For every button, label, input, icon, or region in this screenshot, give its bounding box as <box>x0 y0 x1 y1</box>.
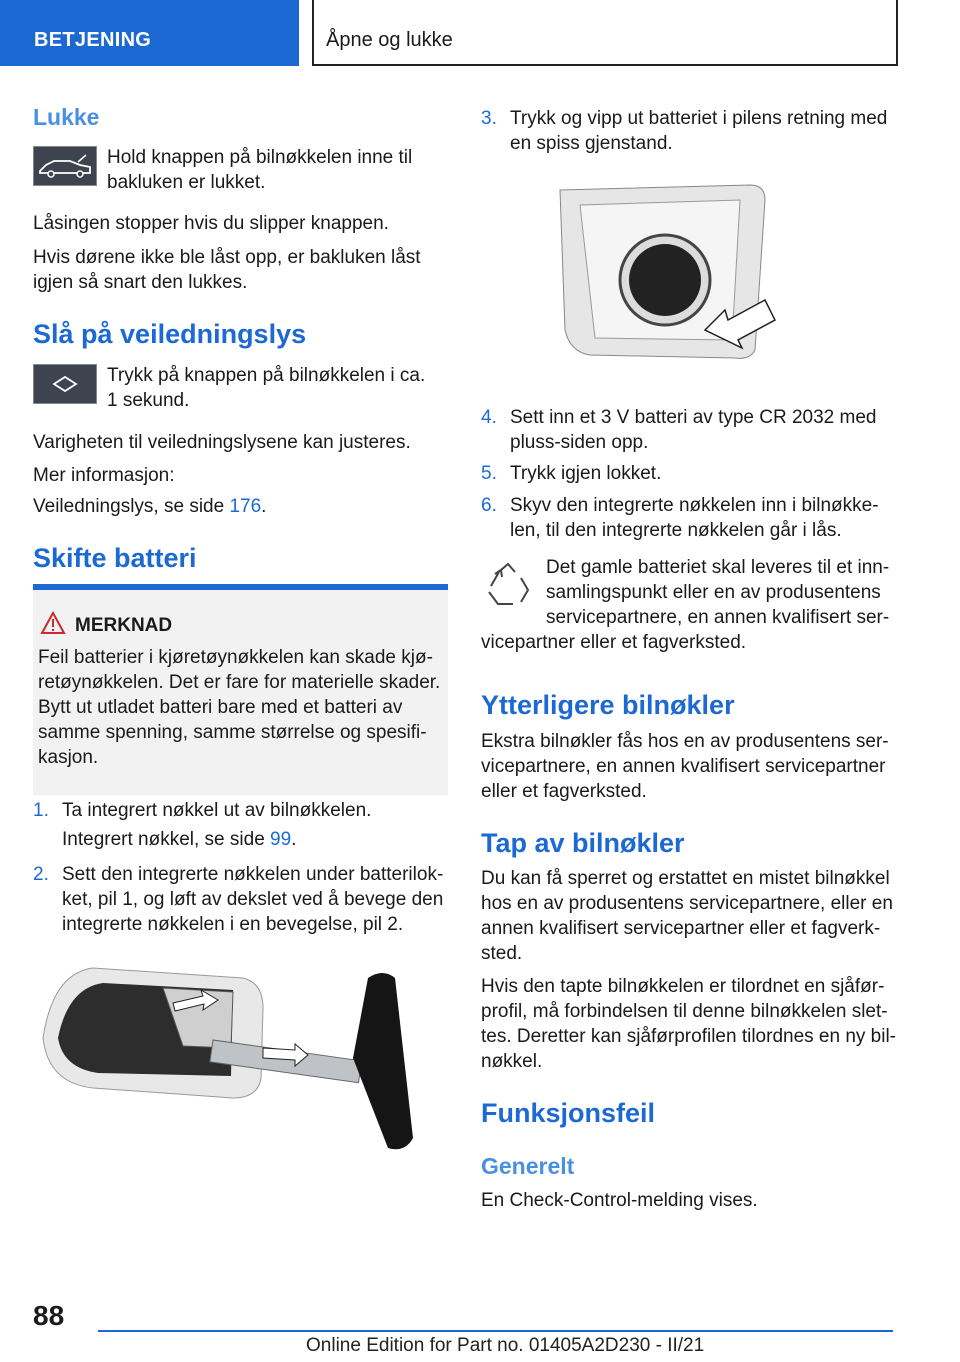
more-line-3: eller et fagverksted. <box>481 781 647 802</box>
recycle-line-3: servicepartnere, en annen kvalifisert ser- <box>546 607 890 628</box>
step-2: 2. Sett den integrerte nøkkelen under batterilok- ket, pil 1, og løft av dekslet ved å bevege den integrerte nøkkelen i en bevegelse, pil 2. <box>33 864 444 935</box>
warning-line-2: retøynøkkelen. Det er fare for materielle skader. <box>38 672 441 693</box>
guide-icon-text-2: 1 sekund. <box>107 390 190 411</box>
lost-line-3: annen kvalifisert servicepartner eller et fagverk- <box>481 918 881 939</box>
step-1: 1. Ta integrert nøkkel ut av bilnøkkelen. <box>33 800 372 821</box>
lost-line-5: Hvis den tapte bilnøkkelen er tilordnet en sjåfør- <box>481 976 885 997</box>
page-number: 88 <box>33 1300 65 1331</box>
edition-text: Online Edition for Part no. 01405A2D230 - II/21 <box>306 1335 705 1356</box>
heading-faults: Funksjonsfeil <box>481 1098 656 1128</box>
lost-line-1: Du kan få sperret og erstattet en mistet bilnøkkel <box>481 868 890 889</box>
warning-line-1: Feil batterier i kjøretøynøkkelen kan skade kjø- <box>38 647 433 668</box>
page-header <box>312 0 898 66</box>
recycle-line-1: Det gamle batteriet skal leveres til et inn- <box>546 557 890 578</box>
lukke-icon-text-1: Hold knappen på bilnøkkelen inne til <box>107 147 413 168</box>
guide-icon-text-1: Trykk på knappen på bilnøkkelen i ca. <box>107 365 426 386</box>
lost-line-4: sted. <box>481 943 523 964</box>
step-3: 3. Trykk og vipp ut batteriet i pilens retning med en spiss gjenstand. <box>481 108 888 154</box>
heading-lost-keys: Tap av bilnøkler <box>481 828 685 858</box>
recycle-icon <box>483 560 533 615</box>
guide-paragraph-3: Veiledningslys, se side 176. <box>33 496 267 517</box>
warning-title: MERKNAD <box>75 615 173 636</box>
lukke-paragraph-1: Låsingen stopper hvis du slipper knappen. <box>33 213 389 234</box>
diamond-light-icon <box>33 364 97 404</box>
lukke-paragraph-2a: Hvis dørene ikke ble låst opp, er bakluken låst <box>33 247 421 268</box>
heading-guide-light: Slå på veiledningslys <box>33 319 307 349</box>
warning-line-5: kasjon. <box>38 747 99 768</box>
step-1-reference: Integrert nøkkel, se side 99. <box>62 829 297 850</box>
step-5: 5. Trykk igjen lokket. <box>481 463 662 484</box>
section-tab <box>0 0 299 66</box>
lukke-paragraph-2b: igjen så snart den lukkes. <box>33 272 248 293</box>
lost-line-8: nøkkel. <box>481 1051 543 1072</box>
guide-paragraph-1: Varigheten til veiledningslysene kan justeres. <box>33 432 411 453</box>
page-link-176[interactable]: 176 <box>229 496 262 517</box>
heading-battery: Skifte batteri <box>33 543 197 573</box>
lost-line-2: hos en av produsentens servicepartnere, eller en <box>481 893 893 914</box>
key-fob-illustration <box>33 958 448 1158</box>
lost-line-6: profil, må forbindelsen til denne bilnøkkelen slet- <box>481 1001 888 1022</box>
heading-lukke: Lukke <box>33 104 100 130</box>
step-4: 4. Sett inn et 3 V batteri av type CR 2032 med pluss-siden opp. <box>481 407 877 453</box>
section-label: BETJENING <box>34 29 152 51</box>
warning-line-4: samme spenning, samme størrelse og spesifi- <box>38 722 427 743</box>
battery-removal-illustration <box>550 180 780 365</box>
more-line-2: vicepartnere, en annen kvalifisert servicepartner <box>481 756 886 777</box>
lukke-icon-text-2: bakluken er lukket. <box>107 172 266 193</box>
more-line-1: Ekstra bilnøkler fås hos en av produsentens ser- <box>481 731 889 752</box>
heading-more-keys: Ytterligere bilnøkler <box>481 690 735 720</box>
recycle-line-2: samlingspunkt eller en av produsentens <box>546 582 881 603</box>
fault-text: En Check-Control-melding vises. <box>481 1190 758 1211</box>
recycle-line-4: vicepartner eller et fagverksted. <box>481 632 747 653</box>
lost-line-7: tes. Deretter kan sjåførprofilen tilordnes en ny bil- <box>481 1026 897 1047</box>
page-title: Åpne og lukke <box>326 29 453 51</box>
heading-general: Generelt <box>481 1153 575 1179</box>
warning-line-3: Bytt ut utladet batteri bare med et batteri av <box>38 697 403 718</box>
step-6: 6. Skyv den integrerte nøkkelen inn i bilnøkke- len, til den integrerte nøkkelen går i lås. <box>481 495 879 541</box>
warning-triangle-icon <box>40 611 66 640</box>
car-trunk-icon <box>33 146 97 186</box>
footer-divider <box>98 1330 893 1332</box>
guide-paragraph-2: Mer informasjon: <box>33 465 175 486</box>
page-link-99[interactable]: 99 <box>270 829 292 850</box>
